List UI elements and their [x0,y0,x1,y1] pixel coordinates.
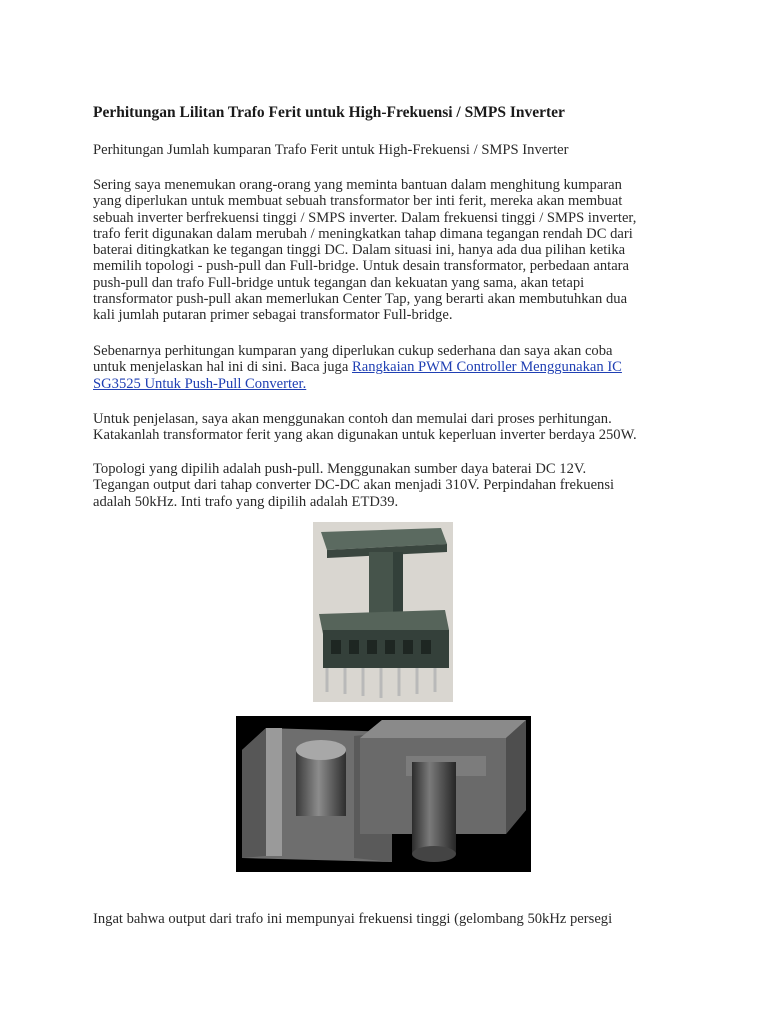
intro-line: kali jumlah putaran primer sebagai transformator Full-bridge. [93,307,453,324]
topology-line: Tegangan output dari tahap converter DC-DC akan menjadi 310V. Perpindahan frekuensi [93,477,615,494]
topology-line: adalah 50kHz. Inti trafo yang dipilih adalah ETD39. [93,493,399,510]
topology-line: Topologi yang dipilih adalah push-pull. Menggunakan sumber daya baterai DC 12V. [93,461,587,477]
etd-core-image [236,716,531,872]
closing-line: Ingat bahwa output dari trafo ini mempunyai frekuensi tinggi (gelombang 50kHz persegi [93,911,613,927]
subtitle-paragraph: Perhitungan Jumlah kumparan Trafo Ferit untuk High-Frekuensi / SMPS Inverter [93,142,569,158]
intro-line: trafo ferit digunakan dalam merubah / meningkatkan tahap dimana tegangan rendah DC dari [93,225,633,242]
intro-line: transformator push-pull akan memerlukan Center Tap, yang berarti akan membutuhkan dua [93,291,628,308]
pwm-controller-link-continued[interactable]: SG3525 Untuk Push-Pull Converter. [93,375,307,392]
topology-paragraph [93,461,683,510]
example-paragraph [93,411,683,444]
example-line: Katakanlah transformator ferit yang akan digunakan untuk keperluan inverter berdaya 250W. [93,427,637,444]
intro-line: baterai ditingkatkan ke tegangan tinggi DC. Dalam situasi ini, hanya ada dua pilihan ketika [93,242,626,259]
read-also-paragraph [93,343,683,392]
page-title: Perhitungan Lilitan Trafo Ferit untuk High-Frekuensi / SMPS Inverter [93,104,565,121]
read-also-line: Sebenarnya perhitungan kumparan yang diperlukan cukup sederhana dan saya akan coba [93,343,613,359]
intro-line: memilih topologi - push-pull dan Full-bridge. Untuk desain transformator, perbedaan antara [93,258,630,275]
intro-line: yang diperlukan untuk membuat sebuah transformator ber inti ferit, mereka akan membuat [93,193,623,210]
intro-paragraph [93,177,683,324]
read-also-line [93,376,683,392]
intro-line: push-pull dan trafo Full-bridge untuk tegangan dan kekuatan yang sama, akan tetapi [93,274,585,291]
read-also-prefix: untuk menjelaskan hal ini di sini. Baca juga [93,359,352,376]
read-also-line [93,359,683,375]
intro-line: sebuah inverter berfrekuensi tinggi / SMPS inverter. Dalam frekuensi tinggi / SMPS inverter, [93,209,637,226]
closing-paragraph [93,911,683,927]
bobbin-image [313,522,453,702]
intro-line: Sering saya menemukan orang-orang yang meminta bantuan dalam menghitung kumparan [93,177,622,193]
example-line: Untuk penjelasan, saya akan menggunakan contoh dan memulai dari proses perhitungan. [93,411,612,427]
pwm-controller-link[interactable]: Rangkaian PWM Controller Menggunakan IC [351,359,622,376]
